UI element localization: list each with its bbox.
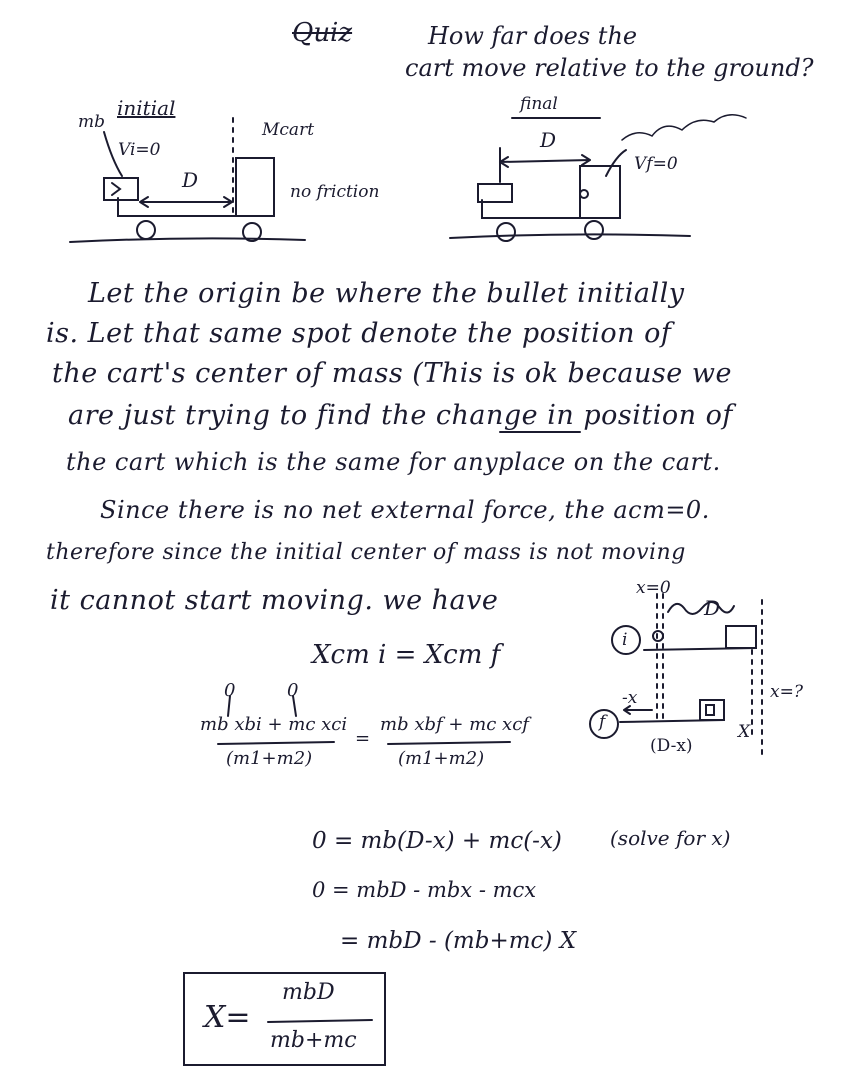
initial-distance-arrow xyxy=(140,197,232,207)
side-neg-x-label: -x xyxy=(622,688,638,708)
rhs-numerator: mb xbf + mc xcf xyxy=(380,714,529,735)
eq-arrow-a xyxy=(228,696,230,716)
side-state-f-label: f xyxy=(599,712,606,732)
question-line-2: cart move relative to the ground? xyxy=(405,54,814,82)
answer-lhs: X= xyxy=(204,1000,251,1035)
equation-1: 0 = mb(D-x) + mc(-x) xyxy=(312,828,562,854)
side-d-minus-x-label: (D-x) xyxy=(650,736,693,756)
xcm-equation: Xcm i = Xcm f xyxy=(312,640,501,670)
initial-heading: initial xyxy=(117,96,176,120)
question-line-1: How far does the xyxy=(428,22,638,50)
body-line-7: therefore since the initial center of mass is not moving xyxy=(46,540,686,565)
final-distance-arrow xyxy=(500,155,590,167)
final-ground-line xyxy=(450,234,690,238)
body-line-1: Let the origin be where the bullet initially xyxy=(88,278,685,309)
side-bottom-bullet xyxy=(706,705,714,715)
initial-bullet-marker xyxy=(112,183,120,195)
final-cart-body xyxy=(482,166,620,218)
body-line-5: the cart which is the same for anyplace on the cart. xyxy=(66,448,721,476)
initial-wheel-left xyxy=(137,221,155,239)
side-bottom-shift-arrow xyxy=(624,706,652,714)
side-state-i-label: i xyxy=(622,630,628,650)
side-distance-label: D xyxy=(704,596,721,620)
equation-3: = mbD - (mb+mc) X xyxy=(340,928,577,954)
body-line-4: are just trying to find the change in position of xyxy=(68,400,733,431)
rhs-denominator: (m1+m2) xyxy=(398,748,485,769)
initial-mass-bullet-label: mb xyxy=(78,112,106,132)
final-wheel-right xyxy=(585,221,603,239)
cart-mass-label: Mcart xyxy=(262,120,315,140)
final-velocity-label: Vf=0 xyxy=(634,154,678,174)
side-bottom-cart xyxy=(700,700,724,720)
initial-ground-line xyxy=(70,238,305,242)
final-wheel-left xyxy=(497,223,515,241)
initial-distance-label: D xyxy=(182,168,199,192)
body-line-6: Since there is no net external force, the acm=0. xyxy=(100,496,710,524)
body-line-3: the cart's center of mass (This is ok because we xyxy=(52,358,732,389)
side-state-f-circle xyxy=(590,710,618,738)
quiz-title: Quiz xyxy=(292,18,353,48)
final-distance-label: D xyxy=(540,128,557,152)
rhs-fraction-bar xyxy=(388,742,510,744)
body-line-8: it cannot start moving. we have xyxy=(50,585,499,616)
side-state-i-circle xyxy=(612,626,640,654)
final-bullet-in-cart xyxy=(580,190,588,198)
lhs-rhs-equals: = xyxy=(355,728,371,749)
no-friction-note: no friction xyxy=(290,182,380,202)
equation-1-note: (solve for x) xyxy=(610,826,731,850)
initial-velocity-pointer xyxy=(104,132,122,176)
eq-arrow-b xyxy=(293,696,296,716)
lhs-fraction-bar xyxy=(218,742,334,744)
final-velocity-pointer xyxy=(606,150,626,176)
equation-2: 0 = mbD - mbx - mcx xyxy=(312,878,537,902)
answer-numerator: mbD xyxy=(282,980,335,1005)
lhs-denominator: (m1+m2) xyxy=(226,748,313,769)
final-scribble xyxy=(622,115,746,140)
final-bullet xyxy=(478,184,512,202)
side-x-label: X xyxy=(738,722,751,742)
body-line-2: is. Let that same spot denote the position of xyxy=(46,318,672,349)
zero-marker-b: 0 xyxy=(287,680,299,701)
lhs-numerator: mb xbi + mc xci xyxy=(200,714,348,735)
answer-fraction-bar xyxy=(268,1020,372,1022)
side-origin-label: x=0 xyxy=(636,578,671,598)
initial-velocity-label: Vi=0 xyxy=(118,140,161,160)
side-x-question-label: x=? xyxy=(770,682,803,702)
zero-marker-a: 0 xyxy=(224,680,236,701)
final-heading: final xyxy=(520,94,558,114)
initial-cart-body xyxy=(118,158,274,216)
answer-denominator: mb+mc xyxy=(270,1028,357,1053)
side-top-distance-brace xyxy=(668,602,734,614)
side-top-cart xyxy=(726,626,756,648)
